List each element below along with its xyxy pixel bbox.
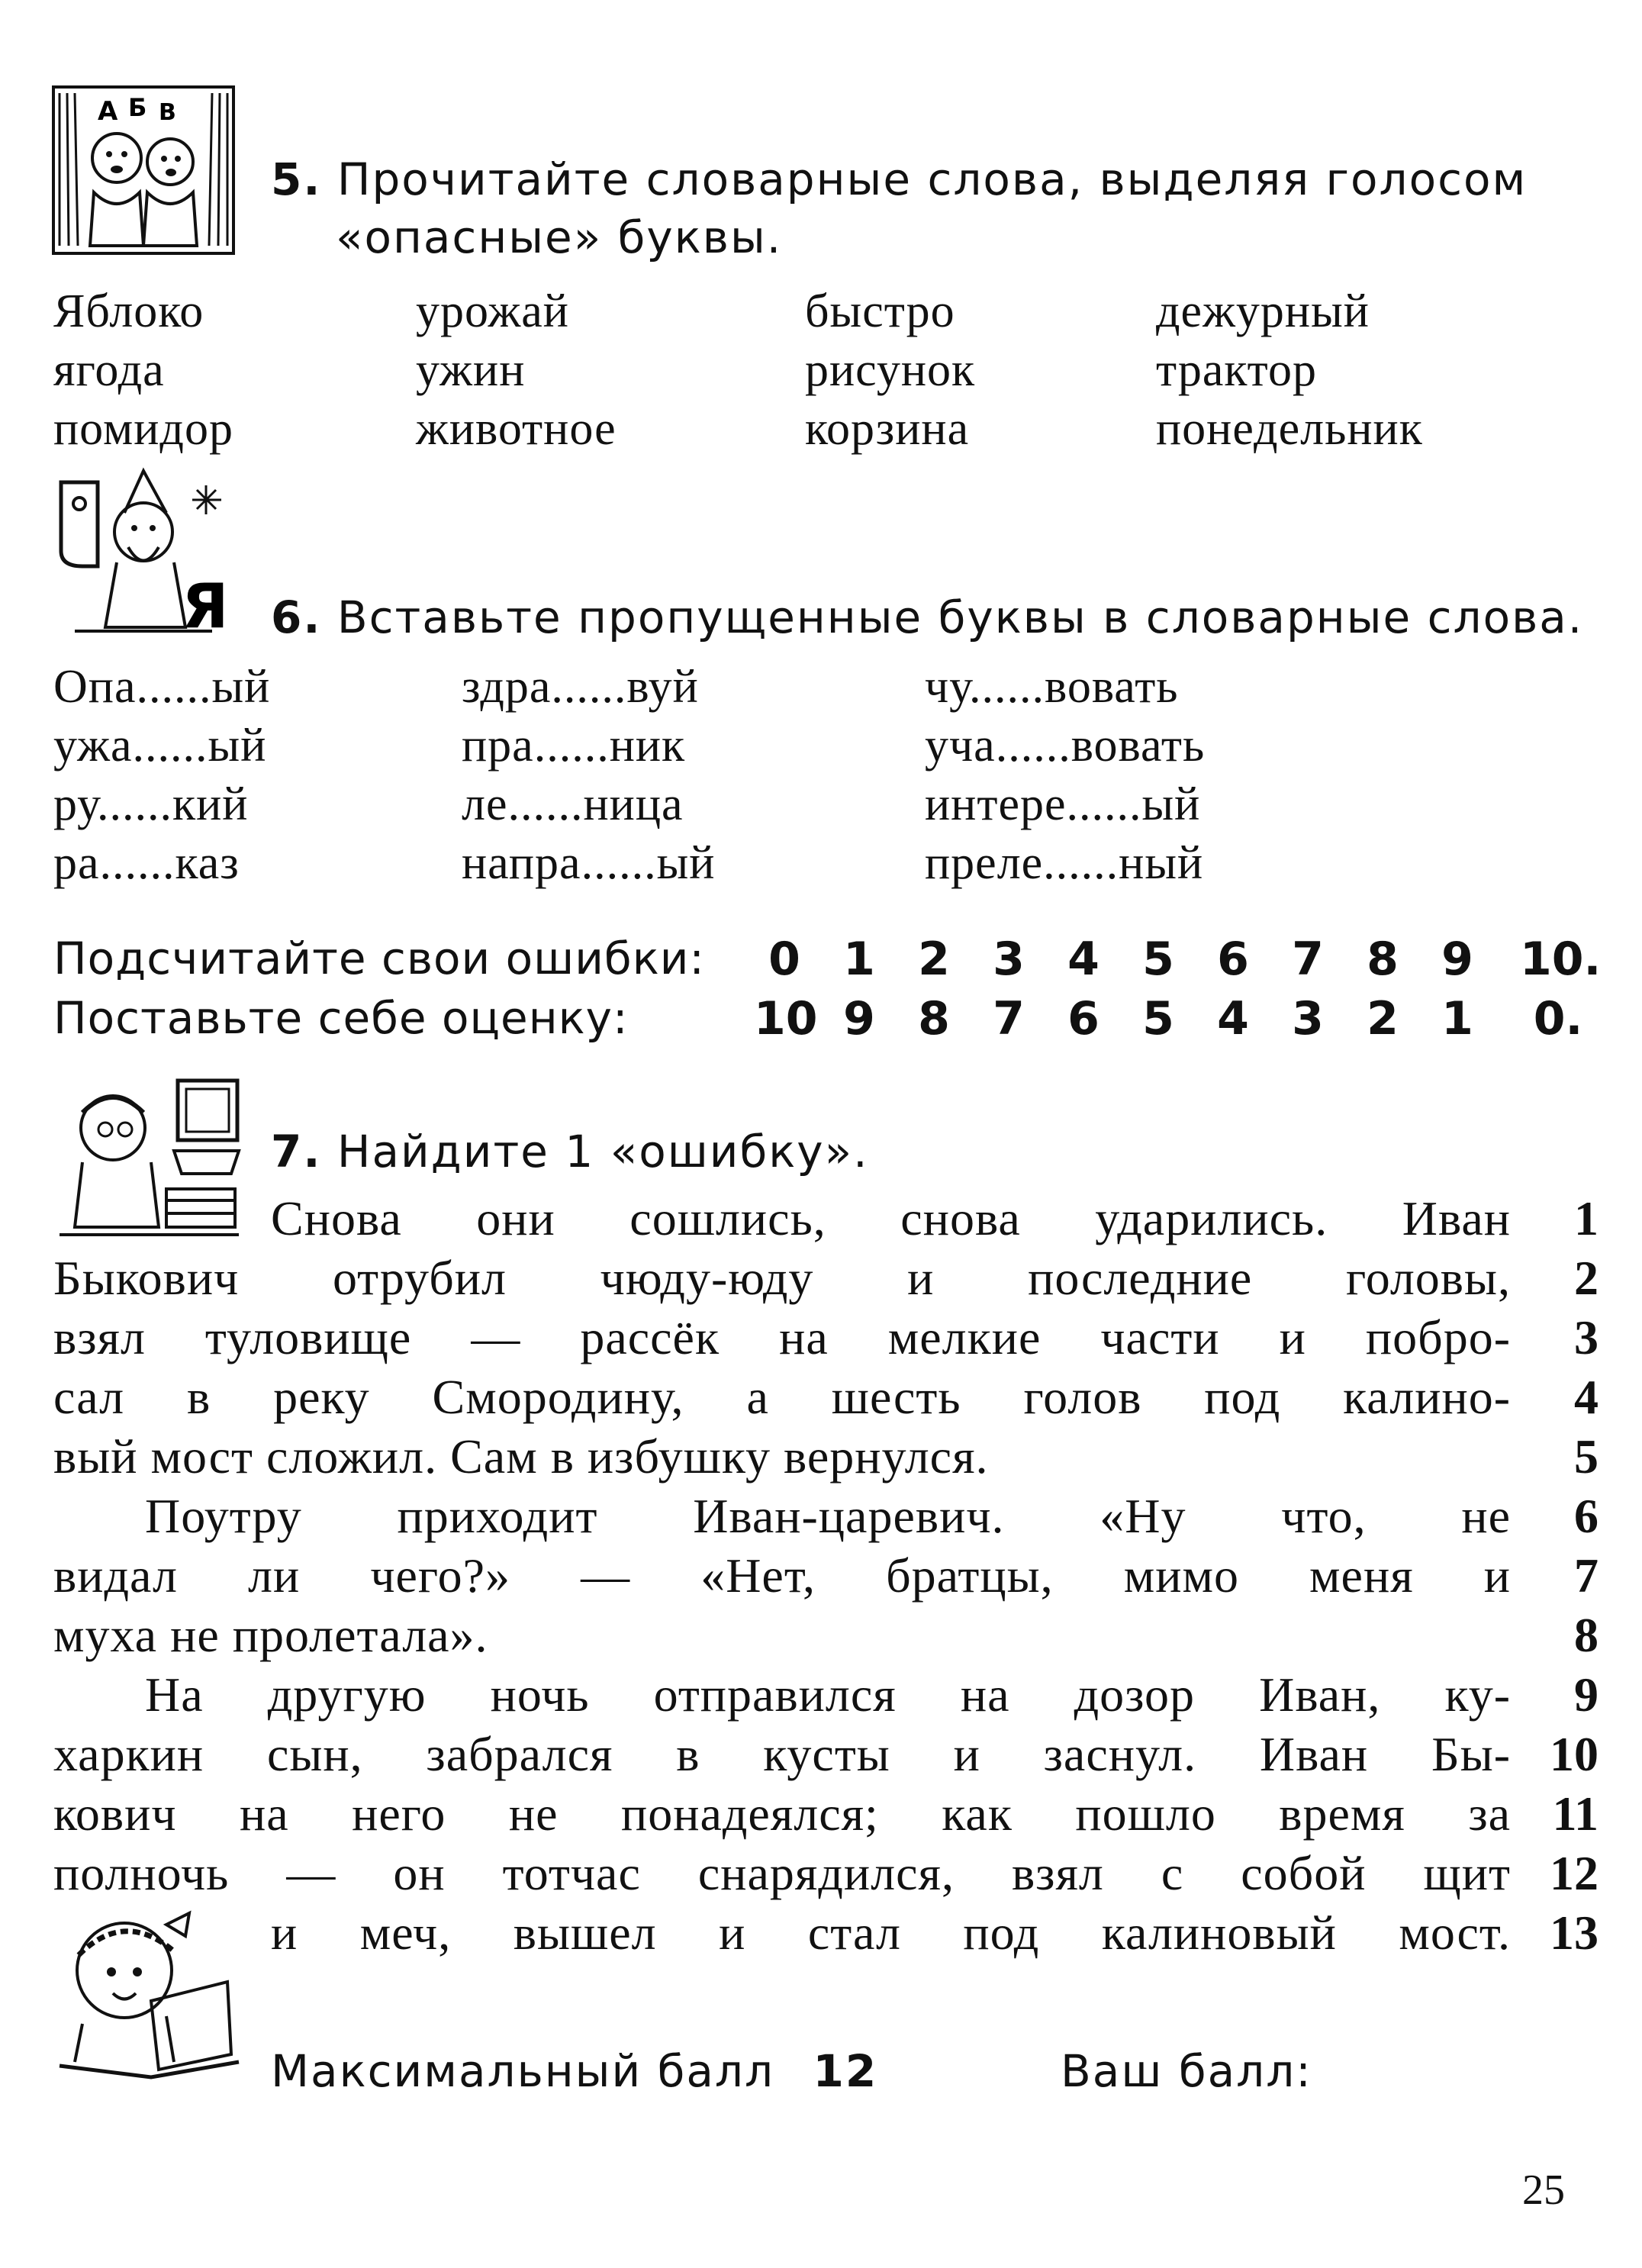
line-number: 1 [1574, 1191, 1599, 1245]
task7-number: 7. [271, 1126, 322, 1177]
gnome-letters-illustration [52, 467, 235, 639]
word-with-gap: напра......ый [462, 837, 716, 889]
word: животное [416, 403, 617, 455]
error-count: 0 [768, 933, 800, 986]
task5-number: 5. [271, 153, 322, 205]
word: урожай [416, 285, 569, 337]
task7-title-text: Найдите 1 «ошибку». [336, 1126, 869, 1177]
task7-text [0, 1190, 1642, 1960]
word: трактор [1156, 344, 1317, 396]
task5-column-1 [53, 282, 233, 459]
error-count: 10. [1520, 933, 1602, 986]
text-line: полночь — он тотчас снарядился, взял с собой щит [53, 1846, 1511, 1900]
error-count: 7 [1292, 933, 1324, 986]
task5-title-line1: Прочитайте словарные слова, выделяя голосом [336, 153, 1528, 205]
word-with-gap: преле......ный [925, 837, 1204, 889]
word: помидор [53, 403, 233, 455]
task7-title [271, 1122, 869, 1181]
text-line: сал в реку Смородину, а шесть голов под калино- [53, 1370, 1511, 1424]
svg-text:В: В [159, 99, 176, 126]
task5-title [271, 150, 1527, 209]
line-number: 6 [1574, 1489, 1599, 1543]
task6-column-2 [462, 658, 715, 893]
grade-value: 3 [1292, 992, 1324, 1045]
grade-value: 9 [843, 992, 875, 1045]
word: дежурный [1156, 285, 1370, 337]
task6-column-1 [53, 658, 270, 893]
text-line: видал ли чего?» — «Нет, братцы, мимо меня и [53, 1548, 1511, 1603]
grade-value: 8 [918, 992, 950, 1045]
svg-text:Я: Я [182, 571, 229, 639]
error-count: 5 [1142, 933, 1174, 986]
error-count: 4 [1067, 933, 1099, 986]
task5-title-line2: «опасные» буквы. [336, 211, 783, 263]
reading-child-illustration [52, 1909, 243, 2086]
word-with-gap: уча......вовать [925, 720, 1206, 772]
text-line: харкин сын, забрался в кусты и заснул. Иван Бы- [53, 1727, 1511, 1781]
text-line: кович на него не понадеялся; как пошло время за [53, 1786, 1511, 1841]
text-line: Быкович отрубил чюду-юду и последние головы, [53, 1251, 1511, 1305]
grade-number-row [0, 992, 1642, 1053]
word-with-gap: интере......ый [925, 778, 1201, 830]
word-with-gap: ра......каз [53, 837, 240, 889]
text-line: На другую ночь отправился на дозор Иван, ку- [145, 1667, 1511, 1722]
reading-children-illustration [52, 85, 235, 255]
error-count: 8 [1367, 933, 1399, 986]
line-number: 9 [1574, 1667, 1599, 1722]
max-score [271, 2045, 877, 2097]
word: ужин [416, 344, 526, 396]
task6-title [271, 588, 1583, 647]
max-score-label: Максимальный балл [271, 2045, 775, 2097]
text-line: и меч, вышел и стал под калиновый мост. [271, 1906, 1511, 1960]
word: рисунок [805, 344, 976, 396]
grade-value: 1 [1441, 992, 1473, 1045]
task6-number: 6. [271, 591, 322, 643]
error-count: 6 [1217, 933, 1249, 986]
line-number: 3 [1574, 1310, 1599, 1364]
task6-column-3 [925, 658, 1205, 893]
task5-column-3 [805, 282, 975, 459]
word: понедельник [1156, 403, 1423, 455]
grade-value: 7 [993, 992, 1025, 1045]
grade-value: 2 [1367, 992, 1399, 1045]
task6-word-table [0, 658, 1642, 902]
text-line: взял туловище — рассёк на мелкие части и побро- [53, 1310, 1511, 1364]
line-number: 2 [1574, 1251, 1599, 1305]
error-count: 1 [843, 933, 875, 986]
word-with-gap: ле......ница [462, 778, 684, 830]
errors-label: Подсчитайте свои ошибки: [53, 933, 705, 984]
word: корзина [805, 403, 970, 455]
line-number: 10 [1550, 1727, 1599, 1781]
error-count: 2 [918, 933, 950, 986]
svg-text:А: А [98, 96, 118, 127]
task6-title-text: Вставьте пропущенные буквы в словарные слова. [336, 591, 1584, 643]
line-number: 7 [1574, 1548, 1599, 1603]
task5-word-table [0, 282, 1642, 466]
grade-value: 5 [1142, 992, 1174, 1045]
text-line: муха не пролетала». [53, 1608, 488, 1662]
page-number: 25 [1522, 2167, 1565, 2214]
error-count: 3 [993, 933, 1025, 986]
errors-number-row [0, 933, 1642, 994]
line-number: 11 [1552, 1786, 1599, 1841]
grade-value: 4 [1217, 992, 1249, 1045]
word: быстро [805, 285, 955, 337]
word-with-gap: пра......ник [462, 720, 686, 772]
word-with-gap: здра......вуй [462, 661, 699, 713]
line-number: 13 [1550, 1906, 1599, 1960]
grade-value: 6 [1067, 992, 1099, 1045]
grade-value: 10 [754, 992, 818, 1045]
grade-label: Поставьте себе оценку: [53, 992, 629, 1044]
max-score-value: 12 [813, 2045, 878, 2097]
text-line: вый мост сложил. Сам в избушку вернулся. [53, 1429, 989, 1484]
word-with-gap: Опа......ый [53, 661, 271, 713]
task5-column-4 [1156, 282, 1423, 459]
line-number: 12 [1550, 1846, 1599, 1900]
word: ягода [53, 344, 165, 396]
line-number: 4 [1574, 1370, 1599, 1424]
word: Яблоко [53, 285, 204, 337]
word-with-gap: ужа......ый [53, 720, 267, 772]
word-with-gap: ру......кий [53, 778, 249, 830]
line-number: 8 [1574, 1608, 1599, 1662]
error-count: 9 [1441, 933, 1473, 986]
grade-value: 0. [1533, 992, 1583, 1045]
svg-text:Б: Б [128, 93, 147, 122]
word-with-gap: чу......вовать [925, 661, 1179, 713]
text-line: Поутру приходит Иван-царевич. «Ну что, не [145, 1489, 1511, 1543]
task5-column-2 [416, 282, 617, 459]
line-number: 5 [1574, 1429, 1599, 1484]
text-line: Снова они сошлись, снова ударились. Иван [271, 1191, 1511, 1245]
your-score-label: Ваш балл: [1061, 2045, 1312, 2097]
